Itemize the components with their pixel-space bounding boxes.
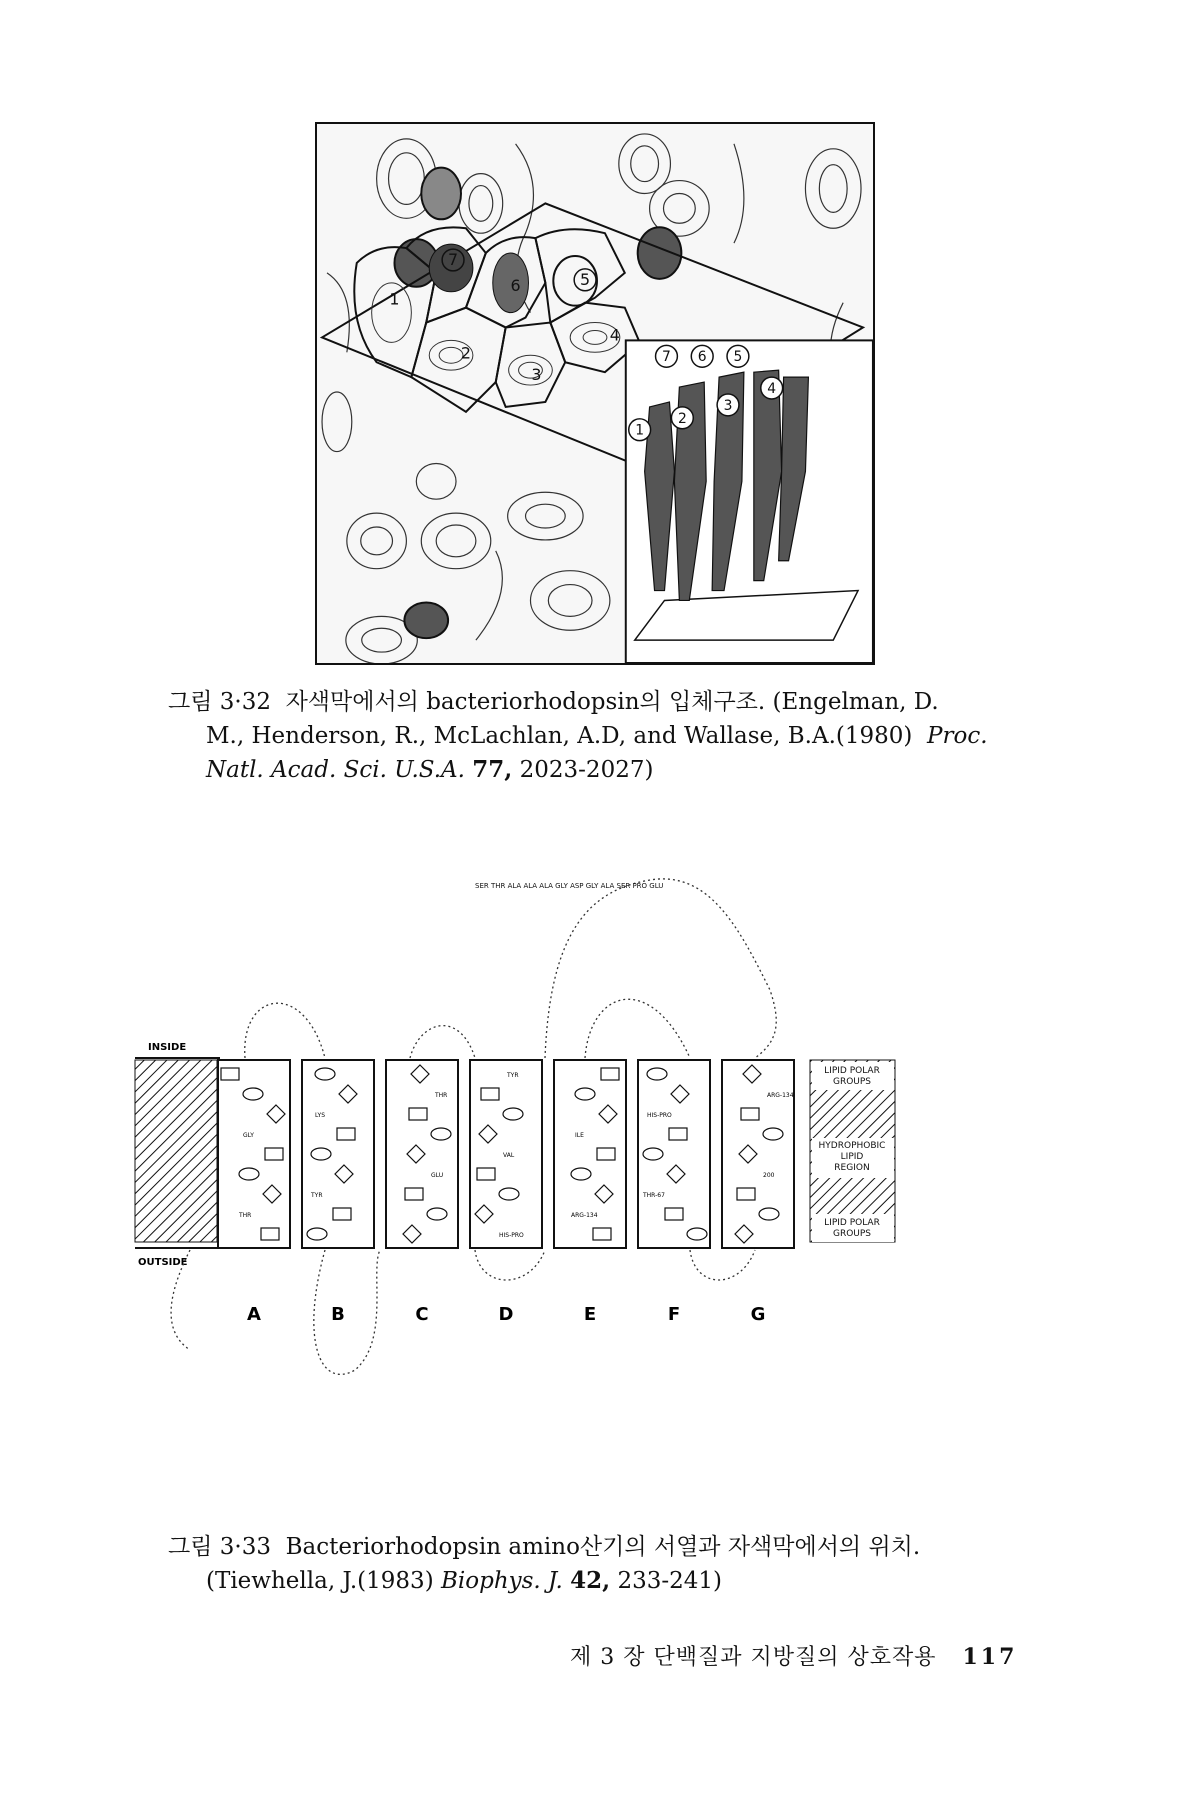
residue-box <box>601 1068 619 1080</box>
inset-number-6: 6 <box>697 349 707 366</box>
left-lipid-block <box>135 1060 217 1242</box>
caption2-pages: 233-241) <box>617 1568 722 1594</box>
residue-oval <box>503 1108 523 1120</box>
residue-box <box>337 1128 355 1140</box>
page-number: 117 <box>962 1644 1018 1670</box>
top-loop-sequence: SER THR ALA ALA ALA GLY ASP GLY ALA SER PRO GLU <box>475 882 664 890</box>
residue-diamond <box>595 1185 613 1203</box>
helix-letter-f: F <box>667 1304 681 1325</box>
residue-label: LYS <box>315 1112 326 1119</box>
inset-3d-model <box>626 340 873 663</box>
helix-letter-d: D <box>498 1304 514 1325</box>
residue-diamond <box>671 1085 689 1103</box>
residue-box <box>665 1208 683 1220</box>
residue-label: THR <box>435 1092 448 1099</box>
helix-letter-a: A <box>247 1304 261 1325</box>
residue-label: HIS-PRO <box>647 1112 672 1119</box>
residue-box <box>261 1228 279 1240</box>
helix-letter-b: B <box>331 1304 345 1325</box>
residue-label: THR <box>239 1212 252 1219</box>
helix-number-1: 1 <box>389 289 400 309</box>
caption2-citation: (Tiewhella, J.(1983) <box>206 1568 434 1594</box>
residue-diamond <box>263 1185 281 1203</box>
caption-3-33 <box>168 1530 1048 1598</box>
residue-box <box>265 1148 283 1160</box>
residue-oval <box>307 1228 327 1240</box>
contour-map <box>317 124 873 663</box>
right-label-mid-1: HYDROPHOBIC <box>818 1141 886 1151</box>
residue-diamond <box>411 1065 429 1083</box>
residue-diamond <box>407 1145 425 1163</box>
residue-oval <box>431 1128 451 1140</box>
residue-label: TYR <box>311 1192 323 1199</box>
inset-number-7: 7 <box>662 349 671 366</box>
residue-oval <box>571 1168 591 1180</box>
residue-box <box>669 1128 687 1140</box>
right-label-bot-1: LIPID POLAR <box>824 1218 880 1228</box>
residue-box <box>221 1068 239 1080</box>
residue-label: GLY <box>243 1132 254 1139</box>
residue-box <box>477 1168 495 1180</box>
caption2-volume: 42, <box>570 1567 611 1594</box>
residue-label: ARG-134 <box>767 1092 794 1099</box>
helix-number-6: 6 <box>510 275 521 295</box>
page-footer <box>570 1640 1017 1671</box>
residue-label: GLU <box>431 1172 444 1179</box>
residue-diamond <box>267 1105 285 1123</box>
residue-oval <box>759 1208 779 1220</box>
residue-box <box>481 1088 499 1100</box>
helix-number-4: 4 <box>609 325 620 345</box>
residue-oval <box>427 1208 447 1220</box>
residue-diamond <box>403 1225 421 1243</box>
caption2-label: 그림 3·33 <box>168 1534 271 1560</box>
outside-label: OUTSIDE <box>138 1257 188 1268</box>
inset-number-2: 2 <box>677 410 687 427</box>
caption-citation-a: (Engelman, D. <box>772 689 939 715</box>
caption2-text: Bacteriorhodopsin amino산기의 서열과 자색막에서의 위치. <box>285 1534 921 1560</box>
residue-diamond <box>339 1085 357 1103</box>
caption-pages: 2023-2027) <box>519 757 654 783</box>
figure-3-33 <box>130 870 1030 1470</box>
residue-oval <box>311 1148 331 1160</box>
helix-number-3: 3 <box>531 365 542 385</box>
caption-citation-b: M., Henderson, R., McLachlan, A.D, and Wallase, B.A.(1980) <box>206 723 913 749</box>
inside-label: INSIDE <box>148 1042 187 1053</box>
helix-letter-e: E <box>583 1304 597 1325</box>
inset-number-3: 3 <box>723 397 733 414</box>
residue-diamond <box>599 1105 617 1123</box>
residue-label: VAL <box>503 1152 515 1159</box>
residue-label: ILE <box>575 1132 584 1139</box>
membrane-topology-diagram <box>130 870 1030 1470</box>
residue-oval <box>315 1068 335 1080</box>
helix-number-5: 5 <box>580 269 591 289</box>
residue-diamond <box>335 1165 353 1183</box>
helix-letter-g: G <box>750 1304 766 1325</box>
residue-label: ARG-134 <box>571 1212 598 1219</box>
residue-label: TYR <box>507 1072 519 1079</box>
residue-box <box>737 1188 755 1200</box>
residue-diamond <box>475 1205 493 1223</box>
residue-box <box>333 1208 351 1220</box>
caption2-journal: Biophys. J. <box>440 1568 563 1594</box>
right-label-mid-3: REGION <box>834 1163 870 1173</box>
inset-number-1: 1 <box>635 422 645 439</box>
residue-box <box>597 1148 615 1160</box>
residue-box <box>741 1108 759 1120</box>
residue-diamond <box>739 1145 757 1163</box>
chapter-title: 제 3 장 단백질과 지방질의 상호작용 <box>570 1645 937 1670</box>
figure-3-32 <box>315 122 875 665</box>
residue-oval <box>687 1228 707 1240</box>
residue-oval <box>763 1128 783 1140</box>
caption-label: 그림 3·32 <box>168 689 271 715</box>
right-label-mid-2: LIPID <box>840 1152 864 1162</box>
right-label-top-2: GROUPS <box>832 1077 872 1087</box>
caption-3-32 <box>168 685 1028 787</box>
residue-oval <box>647 1068 667 1080</box>
residue-oval <box>239 1168 259 1180</box>
residue-diamond <box>667 1165 685 1183</box>
residue-diamond <box>479 1125 497 1143</box>
residue-oval <box>243 1088 263 1100</box>
helix-box-c <box>386 1060 458 1248</box>
caption-journal-a: Proc. <box>927 723 988 749</box>
residue-oval <box>499 1188 519 1200</box>
caption-volume: 77, <box>472 756 513 783</box>
helix-letter-c: C <box>415 1304 429 1325</box>
inset-number-4: 4 <box>767 381 777 398</box>
residue-box <box>409 1108 427 1120</box>
residue-label: 200 <box>763 1172 775 1179</box>
right-label-bot-2: GROUPS <box>832 1229 872 1239</box>
residue-oval <box>575 1088 595 1100</box>
residue-oval <box>643 1148 663 1160</box>
inset-number-5: 5 <box>733 349 743 366</box>
caption-journal-b: Natl. Acad. Sci. U.S.A. <box>206 757 465 783</box>
helix-box-g <box>722 1060 794 1248</box>
caption-korean: 자색막에서의 bacteriorhodopsin의 입체구조. <box>285 689 766 715</box>
residue-label: HIS-PRO <box>499 1232 524 1239</box>
residue-label: THR-67 <box>643 1192 665 1199</box>
residue-diamond <box>735 1225 753 1243</box>
right-label-top-1: LIPID POLAR <box>824 1066 880 1076</box>
residue-diamond <box>743 1065 761 1083</box>
residue-box <box>593 1228 611 1240</box>
residue-box <box>405 1188 423 1200</box>
helix-number-7: 7 <box>447 249 459 269</box>
helix-number-2: 2 <box>460 343 472 363</box>
